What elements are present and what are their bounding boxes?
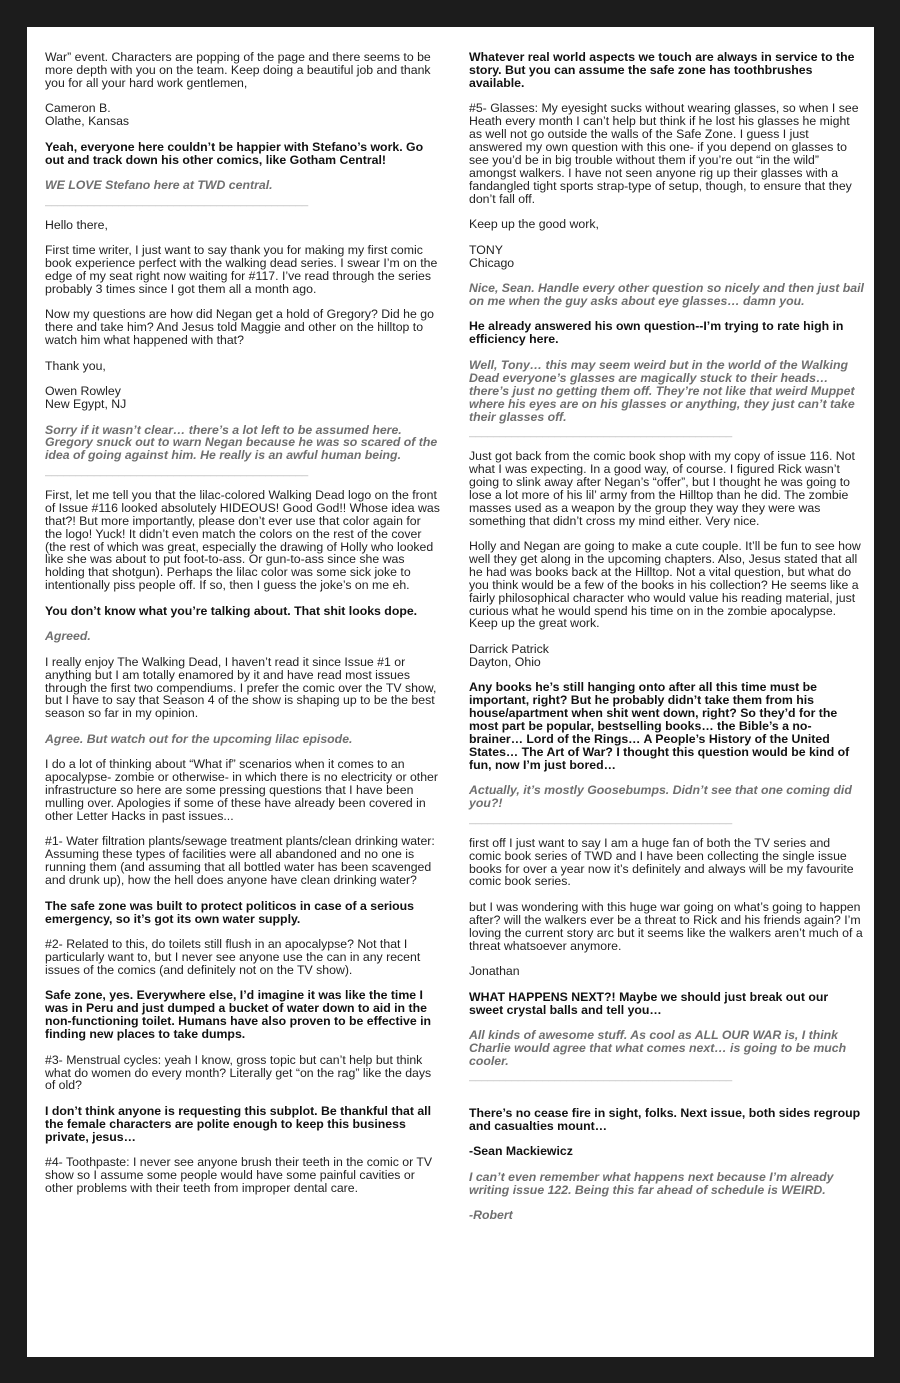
letter-text: First, let me tell you that the lilac-colored Walking Dead logo on the front of Issue #116 looked absolutely HIDEOUS! Good God!! Whose idea was that?! But more importantly, please don’t ever use that color again for the logo! Yuck! It didn’t even match the colors on the rest of the cover (the rest of which was great, especially the drawing of Holly who looked like she was about to put foot-to-ass. Or gun-to-ass since she was holding that shotgun). Perhaps the lilac color was some sick joke to intentionally piss people off. If so, then I guess the joke’s on me eh. (45, 487, 440, 593)
response-text: -Sean Mackiewicz (469, 1144, 573, 1159)
left-column (45, 51, 440, 1208)
section-divider: ___________________________________________ (469, 812, 733, 825)
editor-note: Nice, Sean. Handle every other question so nicely and then just bail on me when the guy asks about eye glasses… damn you. (469, 281, 864, 308)
editor-note: WE LOVE Stefano here at TWD central. (45, 178, 273, 193)
response-text: There’s no cease fire in sight, folks. Next issue, both sides regroup and casualties mount… (469, 1105, 861, 1133)
letter-text: #3- Menstrual cycles: yeah I know, gross topic but can’t help but think what do women do every month? Literally get “on the rag” like the days of old? (45, 1052, 432, 1093)
letter-text: first off I just want to say I am a huge fan of both the TV series and comic book series of TWD and I have been collecting the single issue books for over a year now it’s definitely and always will be my favourite comic book series. (469, 835, 854, 889)
letter-text: Jonathan (469, 964, 520, 979)
editor-note: Well, Tony… this may seem weird but in the world of the Walking Dead everyone’s glasses are magically stuck to their heads… there’s just no getting them off. They’re not like that weird Muppet where his eyes are on his glasses or anything, they just can’t take their glasses off. (469, 357, 855, 424)
letter-text: Hello there, (45, 217, 108, 232)
response-text: WHAT HAPPENS NEXT?! Maybe we should just break out our sweet crystal balls and tell you… (469, 989, 829, 1017)
section-divider: ___________________________________________ (469, 426, 733, 438)
response-text: Safe zone, yes. Everywhere else, I’d imagine it was like the time I was in Peru and just dumped a bucket of water down to aid in the non-functioning toilet. Humans have also proven to be effective in finding new places to take dumps. (45, 988, 432, 1042)
response-text: You don’t know what you’re talking about. That shit looks dope. (45, 603, 418, 618)
response-text: Whatever real world aspects we touch are always in service to the story. But you can assume the safe zone has toothbrushes available. (469, 50, 855, 90)
editor-note: All kinds of awesome stuff. As cool as ALL OUR WAR is, I think Charlie would agree that what comes next… is going to be much cooler. (469, 1028, 847, 1068)
letter-text: Cameron B. Olathe, Kansas (45, 101, 130, 129)
letter-text: #1- Water filtration plants/sewage treatment plants/clean drinking water: Assuming these types of facilities were all abandoned and no one is running them (and assuming that all bottled water has been scavenged and drunk up), how the hell does anyone have clean drinking water? (45, 834, 435, 888)
response-text: Yeah, everyone here couldn’t be happier with Stefano’s work. Go out and track down his other comics, like Gotham Central! (45, 139, 424, 167)
editor-note: I can’t even remember what happens next because I’m already writing issue 122. Being this far ahead of schedule is WEIRD. (469, 1169, 834, 1197)
letter-text: I really enjoy The Walking Dead, I haven’t read it since Issue #1 or anything but I am totally enamored by it and have read most issues through the first two compendiums. I prefer the comic over the TV show, but I have to say that Season 4 of the show is shaping up to be the best season so far in my opinion. (45, 654, 437, 721)
letter-text: Darrick Patrick Dayton, Ohio (469, 641, 549, 669)
response-text: I don’t think anyone is requesting this subplot. Be thankful that all the female characters are polite enough to keep this business private, jesus… (45, 1103, 432, 1144)
editor-note: Sorry if it wasn’t clear… there’s a lot left to be assumed here. Gregory snuck out to warn Negan because he was so scared of the idea of going against him. He really is an awful human being. (45, 422, 438, 463)
section-divider: ___________________________________________ (45, 194, 309, 207)
letter-text: War” event. Characters are popping of the page and there seems to be more depth with you on the team. Keep doing a beautiful job and thank you for all your hard work gentlemen, (45, 50, 431, 90)
letter-text: Holly and Negan are going to make a cute couple. It’ll be fun to see how well they get along in the upcoming chapters. Also, Jesus stated that all he had was books back at the Hilltop. Not a vital question, but what do you think would be a few of the books in his collection? He seems like a fairly philosophical character who would value his reading material, just curious what he would spend his time on in the zombie apocalypse. Keep up the great work. (469, 539, 861, 631)
editor-note: -Robert (469, 1208, 513, 1223)
letter-text: TONY Chicago (469, 242, 515, 270)
letter-text: Thank you, (45, 358, 106, 373)
editor-note: Agreed. (45, 629, 91, 644)
letter-text: but I was wondering with this huge war going on what’s going to happen after? will the walkers ever be a threat to Rick and his friends again? I’m loving the current story arc but it seems like the walkers aren’t much of a threat whatsoever anymore. (469, 899, 863, 953)
section-divider: ___________________________________________ (469, 1070, 733, 1083)
letter-text: #4- Toothpaste: I never see anyone brush their teeth in the comic or TV show so I assume some people would have some painful cavities or other problems with their teeth from improper dental care. (45, 1155, 433, 1196)
response-text: Any books he’s still hanging onto after all this time must be important, right? But he probably didn’t take them from his house/apartment when shit went down, right? So they’d for the most part be popular, bestselling books… the Bible’s a no-brainer… Lord of the Rings… A People’s History of the United States… The Art of War? I thought this question would be kind of fun, now I’m just bored… (469, 680, 850, 772)
letter-text: Now my questions are how did Negan get a hold of Gregory? Did he go there and take him? And Jesus told Maggie and other on the hilltop to watch him what happened with that? (45, 307, 434, 348)
editor-note: Agree. But watch out for the upcoming lilac episode. (45, 731, 353, 746)
right-column (469, 51, 864, 1235)
letter-text: Just got back from the comic book shop with my copy of issue 116. Not what I was expecting. In a good way, of course. I figured Rick wasn’t going to slink away after Negan’s “offer”, but I thought he was going to lose a lot more of his lil’ army from the Hilltop than he did. The zombie masses used as a weapon by the group they way they were was something that didn’t cross my mind either. Very nice. (469, 449, 855, 528)
letter-text: I do a lot of thinking about “What if” scenarios when it comes to an apocalypse- zombie or otherwise- in which there is no electricity or other infrastructure so here are some pressing questions that I have been mulling over. Apologies if some of these have already been covered in other Letter Hacks in past issues... (45, 757, 438, 823)
letter-text: Keep up the good work, (469, 217, 599, 232)
editor-note: Actually, it’s mostly Goosebumps. Didn’t see that one coming did you?! (469, 783, 852, 811)
letter-text: #2- Related to this, do toilets still flush in an apocalypse? Not that I particularly want to, but I never see anyone use the can in any recent issues of the comics (and definitely not on the TV show). (45, 937, 421, 977)
letter-text: First time writer, I just want to say thank you for making my first comic book experience perfect with the walking dead series. I swear I’m on the edge of my seat right now waiting for #117. I’ve read through the series probably 3 times since I got them all a month ago. (45, 243, 438, 296)
response-text: The safe zone was built to protect politicos in case of a serious emergency, so it’s got its own water supply. (45, 898, 414, 926)
response-text: He already answered his own question--I’m trying to rate high in efficiency here. (469, 319, 844, 347)
letters-page (27, 27, 874, 1357)
letter-text: #5- Glasses: My eyesight sucks without wearing glasses, so when I see Heath every month I can’t help but think if he lost his glasses he might as well not go outside the walls of the Safe Zone. I guess I just answered my own question with this one- if you depend on glasses to see you’d be in big trouble without them if you’re out “in the wild” amongst walkers. I have not seen anyone rig up their glasses with a fandangled tight sports strap-type of setup, though, to ensure that they don’t fall off. (469, 101, 859, 206)
section-divider: ___________________________________________ (45, 464, 309, 477)
letter-text: Owen Rowley New Egypt, NJ (45, 384, 127, 412)
